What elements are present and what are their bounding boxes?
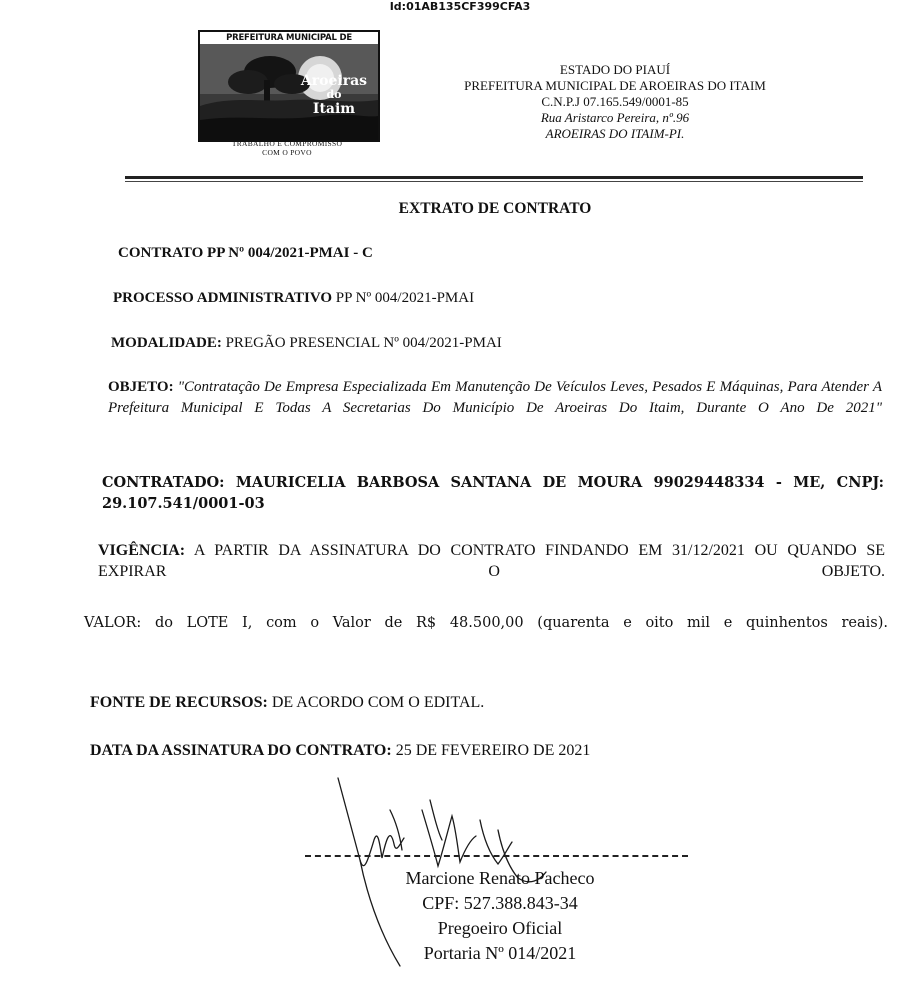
header-divider-thin	[125, 181, 863, 182]
document-id: Id:01AB135CF399CFA3	[389, 0, 531, 13]
signer-name: Marcione Renato Pacheco	[405, 868, 595, 888]
logo-name-line: Aroeiras	[300, 73, 368, 89]
vigencia-value: A PARTIR DA ASSINATURA DO CONTRATO FINDANDO EM 31/12/2021 OU QUANDO SE EXPIRAR O OBJETO.	[98, 542, 885, 580]
vigencia-label: VIGÊNCIA:	[98, 542, 186, 559]
signer-role: Pregoeiro Oficial	[437, 918, 563, 938]
logo-town-name	[294, 74, 374, 116]
modalidade-line	[111, 335, 502, 352]
municipal-logo	[198, 30, 376, 157]
contratado-paragraph: CONTRATADO: MAURICELIA BARBOSA SANTANA DE MOURA 99029448334 - ME, CNPJ: 29.107.541/0001-03	[102, 474, 884, 512]
state-name: ESTADO DO PIAUÍ	[559, 62, 671, 77]
objeto-label: OBJETO:	[108, 379, 174, 395]
logo-image-frame	[198, 30, 380, 142]
fonte-line	[90, 694, 484, 712]
signer-cpf: CPF: 527.388.843-34	[422, 893, 578, 913]
fonte-value: DE ACORDO COM O EDITAL.	[267, 694, 485, 711]
processo-line	[113, 290, 474, 307]
logo-slogan-line: TRABALHO E COMPROMISSO	[231, 139, 343, 148]
objeto-value: "Contratação De Empresa Especializada Em Manutenção De Veículos Leves, Pesados E Máquinas, Para Atender A Prefeitura Municipal E Todas A Secretarias Do Município De Aroeiras Do Itaim, Durante O Ano De 2021"	[108, 379, 882, 416]
header-divider	[125, 176, 863, 179]
data-assinatura-line	[90, 742, 590, 760]
city-text: AROEIRAS DO ITAIM-PI.	[545, 126, 685, 141]
signature-line	[305, 855, 688, 857]
fonte-label: FONTE DE RECURSOS:	[90, 694, 268, 711]
modalidade-label: MODALIDADE:	[111, 335, 222, 351]
letterhead	[410, 62, 820, 142]
processo-value: PP Nº 004/2021-PMAI	[332, 290, 475, 306]
objeto-paragraph	[108, 377, 882, 440]
document-title: EXTRATO DE CONTRATO	[398, 200, 592, 217]
signer-block	[360, 866, 640, 966]
modalidade-value: PREGÃO PRESENCIAL Nº 004/2021-PMAI	[221, 335, 502, 351]
contrato-line: CONTRATO PP Nº 004/2021-PMAI - C	[118, 245, 373, 261]
data-assinatura-value: 25 DE FEVEREIRO DE 2021	[391, 742, 591, 759]
address-text: Rua Aristarco Pereira, nº.96	[540, 110, 690, 125]
vigencia-paragraph	[98, 540, 885, 603]
logo-name-line: Itaim	[312, 101, 356, 117]
logo-slogan	[198, 139, 376, 157]
logo-top-text: PREFEITURA MUNICIPAL DE	[200, 32, 378, 44]
signer-portaria: Portaria Nº 014/2021	[423, 943, 577, 963]
prefeitura-name: PREFEITURA MUNICIPAL DE AROEIRAS DO ITAIM	[464, 78, 766, 93]
data-assinatura-label: DATA DA ASSINATURA DO CONTRATO:	[90, 742, 392, 759]
cnpj-text: C.N.P.J 07.165.549/0001-85	[541, 94, 689, 109]
valor-paragraph: VALOR: do LOTE I, com o Valor de R$ 48.500,00 (quarenta e oito mil e quinhentos reais).	[84, 615, 888, 631]
logo-name-line: do	[326, 88, 342, 101]
processo-label: PROCESSO ADMINISTRATIVO	[113, 290, 333, 306]
logo-slogan-line: COM O POVO	[262, 148, 312, 157]
